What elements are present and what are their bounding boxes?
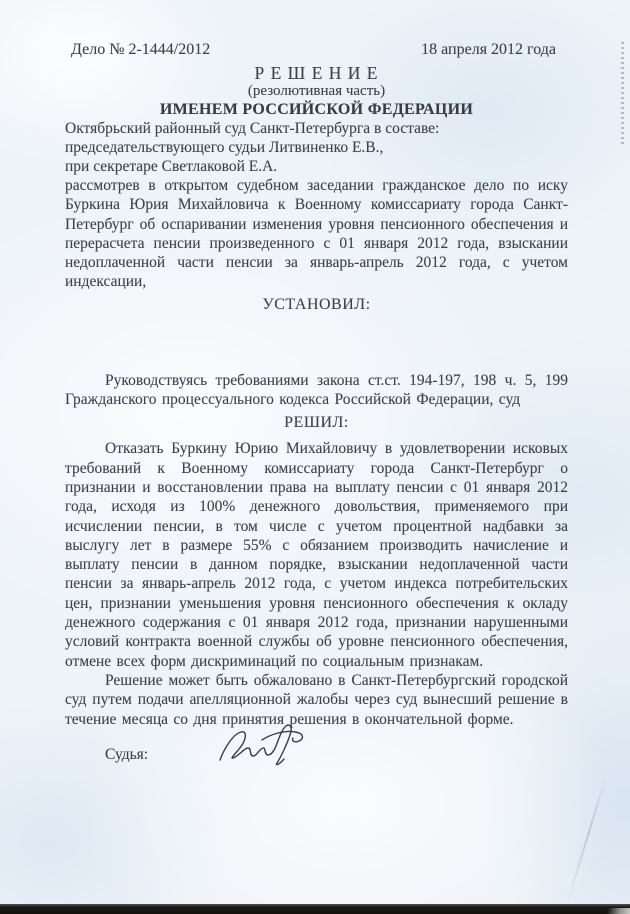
appeal-procedure-paragraph: Решение может быть обжаловано в Санкт-Петербургский городской суд путем подачи апелляционной жалобы через суд вынесший решение в течение месяца со дня принятия решения в окончательной форме. <box>65 671 568 728</box>
paper-crease-line <box>566 774 607 904</box>
presiding-judge-line: председательствующего судьи Литвиненко Е.В., <box>65 139 384 156</box>
judge-label: Судья: <box>105 745 149 763</box>
blank-gap <box>65 314 568 371</box>
signature-block <box>65 745 568 795</box>
scan-bottom-edge-band <box>0 904 630 914</box>
document-header <box>65 40 568 59</box>
scan-bottom-right-paper-edge <box>600 908 630 914</box>
case-description-paragraph: рассмотрев в открытом судебном заседании гражданское дело по иску Буркина Юрия Михайловича к Военному комиссариату города Санкт-Петербург об оспаривании изменения уровня пенсионного обеспечения и перерасчета пенсии произведенного с 01 января 2012 года, взыскании недоплаченной части пенсии за январь-апрель 2012 года, с учетом индексации, <box>65 177 568 291</box>
secretary-line: при секретаре Светлаковой Е.А. <box>65 158 278 175</box>
document-title: Р Е Ш Е Н И Е <box>254 63 379 83</box>
judge-signature <box>217 721 315 771</box>
decision-paragraph: Отказать Буркину Юрию Михайловичу в удовлетворении исковых требований к Военному комиссариату города Санкт-Петербург о признании и восстановлении права на выплату пенсии с 01 января 2012 года, исходя из 100% денежного довольствия, применяемого при исчислении пенсии, в том числе с учетом процентной надбавки за выслугу лет в размере 55% с обязанием производить начисление и выплату пенсии в данном порядке, взыскании недоплаченной части пенсии за январь-апрель 2012 года, с учетом индекса потребительских цен, признании уменьшения уровня пенсионного обеспечения к окладу денежного содержания с 01 января 2012 года, признании нарушенными условий контракта военной службы об уровне пенсионного обеспечения, отмене всех форм дискриминаций по социальным признакам. <box>65 440 568 670</box>
decision-date: 18 апреля 2012 года <box>421 41 556 58</box>
document-body <box>65 40 568 795</box>
case-number: Дело № 2-1444/2012 <box>71 41 211 58</box>
established-heading: УСТАНОВИЛ: <box>262 295 371 313</box>
document-subtitle: (резолютивная часть) <box>247 83 386 99</box>
court-composition-line: Октябрьский районный суд Санкт-Петербурга в составе: <box>65 120 440 137</box>
guided-by-law-paragraph: Руководствуясь требованиями закона ст.ст. 194-197, 198 ч. 5, 199 Гражданского процессуального кодекса Российской Федерации, суд <box>65 371 568 409</box>
scan-edge-faint-vertical-text <box>621 42 624 147</box>
decided-heading: РЕШИЛ: <box>284 414 349 432</box>
in-name-of-federation-heading: ИМЕНЕМ РОССИЙСКОЙ ФЕДЕРАЦИИ <box>159 101 474 118</box>
